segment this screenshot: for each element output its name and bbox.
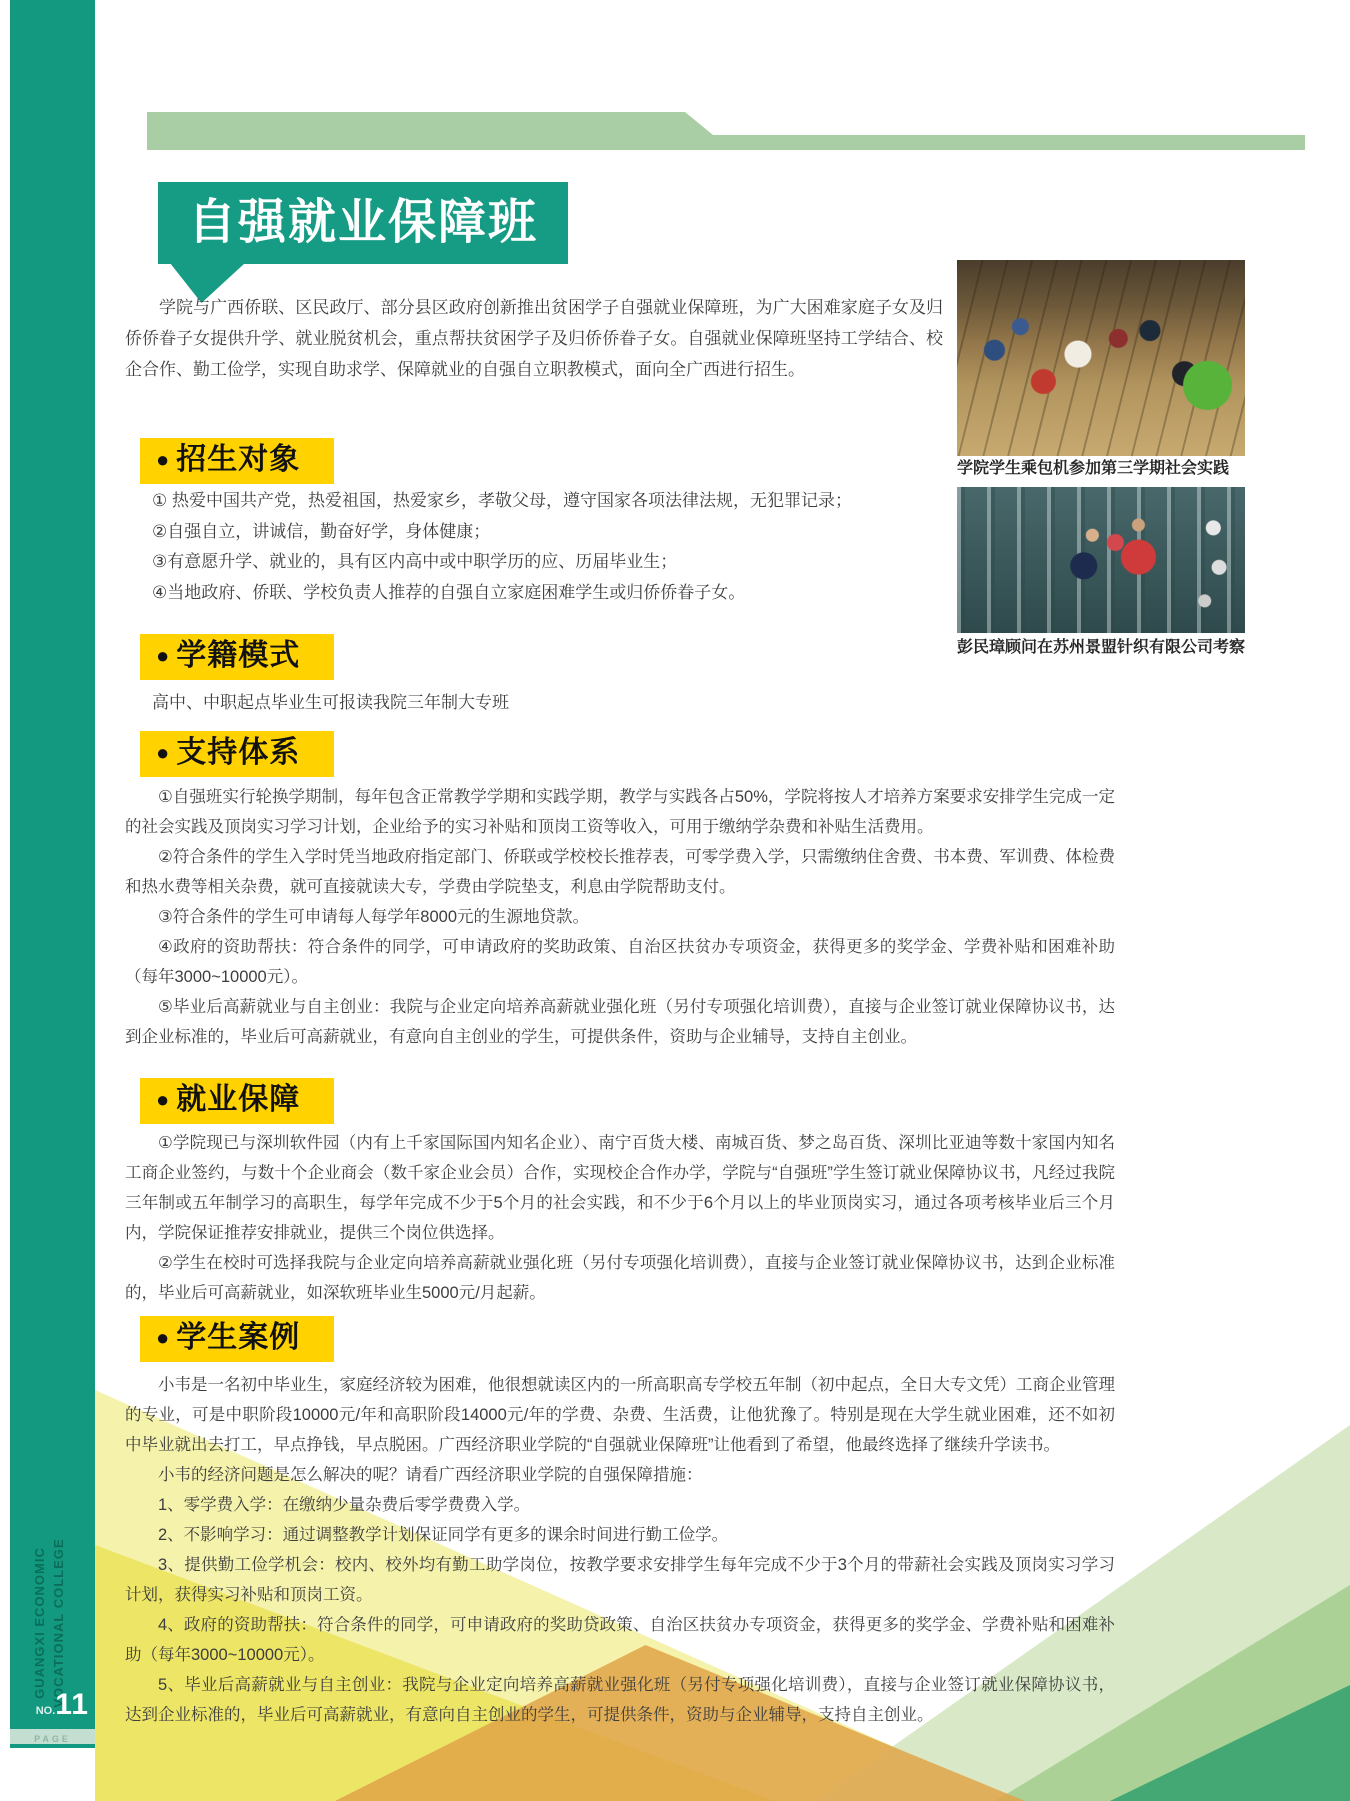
section-title-employment-guarantee: 就业保障 (176, 1083, 301, 1116)
paragraph: 4、政府的资助帮扶：符合条件的同学，可申请政府的奖助贷政策、自治区扶贫办专项资金，获得更多的奖学金、学费补贴和困难补助（每年3000~10000元）。 (125, 1616, 1115, 1664)
page-no-label: NO. (35, 1705, 56, 1717)
paragraph: 小韦的经济问题是怎么解决的呢？请看广西经济职业学院的自强保障措施： (158, 1466, 703, 1484)
employment-guarantee-paragraphs (125, 1128, 1115, 1308)
paragraph: ①学院现已与深圳软件园（内有上千家国际国内知名企业）、南宁百货大楼、南城百货、梦之岛百货、深圳比亚迪等数十家国内知名工商企业签约，与数十个企业商会（数千家企业会员）合作，实现校企合作办学，学院与“自强班”学生签订就业保障协议书，凡经过我院三年制或五年制学习的高职生，每学年完成不少于5个月的社会实践，和不少于6个月以上的毕业顶岗实习，通过各项考核毕业后三个月内，学院保证推荐安排就业，提供三个岗位供选择。 (125, 1134, 1115, 1242)
page-word-bar (10, 1729, 95, 1744)
section-header-support-system (140, 731, 334, 777)
title-banner (158, 182, 568, 264)
paragraph: 5、毕业后高薪就业与自主创业：我院与企业定向培养高薪就业强化班（另付专项强化培训费），直接与企业签订就业保障协议书，达到企业标准的，毕业后可高薪就业，有意向自主创业的学生，可提供条件，资助与企业辅导，支持自主创业。 (125, 1676, 1115, 1724)
section-header-enrollment-mode (140, 634, 334, 680)
paragraph: ②符合条件的学生入学时凭当地政府指定部门、侨联或学校校长推荐表，可零学费入学，只需缴纳住舍费、书本费、军训费、体检费和热水费等相关杂费，就可直接就读大专，学费由学院垫支，利息由学院帮助支付。 (125, 848, 1115, 896)
page-title: 自强就业保障班 (188, 196, 539, 249)
section-header-employment-guarantee (140, 1078, 334, 1124)
list-item: ②自强自立，讲诚信，勤奋好学，身体健康； (152, 521, 491, 541)
paragraph: ④政府的资助帮扶：符合条件的同学，可申请政府的奖助政策、自治区扶贫办专项资金，获得更多的奖学金、学费补贴和困难补助（每年3000~10000元）。 (125, 938, 1115, 986)
sidebar-vertical-line2: VOCATIONAL COLLEGE (51, 1538, 66, 1708)
page-number-block (10, 1690, 95, 1726)
intro-paragraph: 学院与广西侨联、区民政厅、部分县区政府创新推出贫困学子自强就业保障班，为广大困难家庭子女及归侨侨眷子女提供升学、就业脱贫机会，重点帮扶贫困学子及归侨侨眷子女。自强就业保障班坚持工学结合、校企合作、勤工俭学，实现自助求学、保障就业的自强自立职教模式，面向全广西进行招生。 (125, 298, 943, 379)
bullet-icon: ● (156, 1325, 170, 1350)
section-title-admission-targets: 招生对象 (176, 443, 301, 476)
paragraph: ②学生在校时可选择我院与企业定向培养高薪就业强化班（另付专项强化培训费），直接与企业签订就业保障协议书，达到企业标准的，毕业后可高薪就业，如深软班毕业生5000元/月起薪。 (125, 1254, 1115, 1302)
admission-targets-list (152, 486, 982, 608)
bullet-icon: ● (156, 447, 170, 472)
photo-airport-practice (957, 260, 1245, 456)
list-item: ① 热爱中国共产党，热爱祖国，热爱家乡，孝敬父母，遵守国家各项法律法规，无犯罪记录； (152, 491, 852, 510)
paragraph: ③符合条件的学生可申请每人每学年8000元的生源地贷款。 (158, 908, 589, 926)
section-title-student-case: 学生案例 (176, 1321, 301, 1354)
bullet-icon: ● (156, 1087, 170, 1112)
header-band-decoration (125, 95, 1305, 150)
bullet-icon: ● (156, 740, 170, 765)
section-header-admission-targets (140, 438, 334, 484)
paragraph: 小韦是一名初中毕业生，家庭经济较为困难，他很想就读区内的一所高职高专学校五年制（初中起点，全日大专文凭）工商企业管理的专业，可是中职阶段10000元/年和高职阶段14000元/年的学费、杂费、生活费，让他犹豫了。特别是现在大学生就业困难，还不如初中毕业就出去打工，早点挣钱，早点脱困。广西经济职业学院的“自强就业保障班”让他看到了希望，他最终选择了继续升学读书。 (125, 1376, 1115, 1454)
section-title-support-system: 支持体系 (176, 736, 301, 769)
list-item: ④当地政府、侨联、学校负责人推荐的自强自立家庭困难学生或归侨侨眷子女。 (152, 582, 746, 602)
section-title-enrollment-mode: 学籍模式 (176, 639, 301, 672)
paragraph: 3、提供勤工俭学机会：校内、校外均有勤工助学岗位，按教学要求安排学生每年完成不少于3个月的带薪社会实践及顶岗实习学习计划，获得实习补贴和顶岗工资。 (125, 1556, 1115, 1604)
page-word: PAGE (34, 1734, 71, 1744)
enrollment-mode-text: 高中、中职起点毕业生可报读我院三年制大专班 (152, 693, 509, 712)
photo-caption-1: 学院学生乘包机参加第三学期社会实践 (957, 460, 1230, 477)
list-item: ③有意愿升学、就业的，具有区内高中或中职学历的应、历届毕业生； (152, 552, 678, 571)
bullet-icon: ● (156, 643, 170, 668)
page-number: 11 (55, 1688, 89, 1721)
support-system-paragraphs (125, 782, 1115, 1052)
photo-factory-visit (957, 487, 1245, 633)
paragraph: 1、零学费入学：在缴纳少量杂费后零学费费入学。 (158, 1496, 531, 1514)
section-header-student-case (140, 1316, 334, 1362)
paragraph: ⑤毕业后高薪就业与自主创业：我院与企业定向培养高薪就业强化班（另付专项强化培训费），直接与企业签订就业保障协议书，达到企业标准的，毕业后可高薪就业，有意向自主创业的学生，可提供条件，资助与企业辅导，支持自主创业。 (125, 998, 1115, 1046)
sidebar-vertical-line1: GUANGXI ECONOMIC (32, 1547, 47, 1699)
paragraph: ①自强班实行轮换学期制，每年包含正常教学学期和实践学期，教学与实践各占50%，学院将按人才培养方案要求安排学生完成一定的社会实践及顶岗实习学习计划，企业给予的实习补贴和顶岗工资等收入，可用于缴纳学杂费和补贴生活费用。 (125, 788, 1115, 836)
paragraph: 2、不影响学习：通过调整教学计划保证同学有更多的课余时间进行勤工俭学。 (158, 1526, 729, 1544)
photo-caption-2: 彭民璋顾问在苏州景盟针织有限公司考察 (957, 639, 1246, 656)
student-case-paragraphs (125, 1370, 1115, 1730)
sidebar-bar (10, 0, 95, 1748)
